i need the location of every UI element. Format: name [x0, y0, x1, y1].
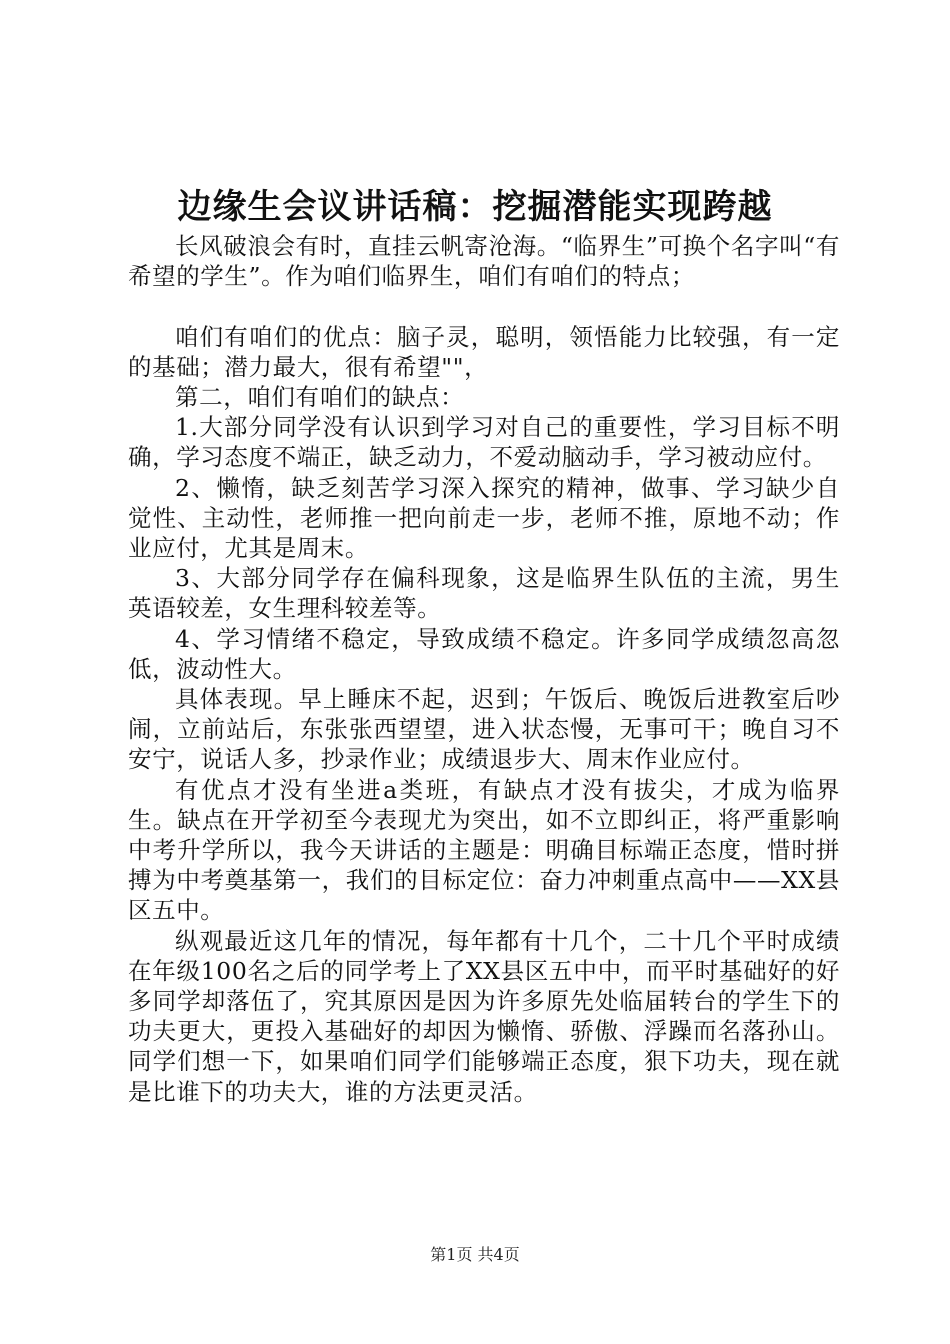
paragraph-weakness-4: 4、学习情绪不稳定，导致成绩不稳定。许多同学成绩忽高忽低，波动性大。 — [128, 624, 840, 683]
page-number: 第1页 共4页 — [430, 1245, 520, 1264]
paragraph-behaviors: 具体表现。早上睡床不起，迟到；午饭后、晚饭后进教室后吵闹，立前站后，东张张西望望，进入状态慢，无事可干；晚自习不安宁，说话人多，抄录作业；成绩退步大、周末作业应付。 — [128, 685, 840, 774]
paragraph-weaknesses-heading: 第二，咱们有咱们的缺点： — [175, 383, 465, 411]
paragraph-strengths: 咱们有咱们的优点：脑子灵，聪明，领悟能力比较强，有一定的基础；潜力最大，很有希望""， — [128, 322, 840, 381]
document-body — [128, 231, 840, 1107]
paragraph-weakness-1: 1.大部分同学没有认识到学习对自己的重要性，学习目标不明确，学习态度不端正，缺乏动力，不爱动脑动手，学习被动应付。 — [128, 413, 840, 472]
paragraph-intro: 长风破浪会有时，直挂云帆寄沧海。“临界生”可换个名字叫“有希望的学生”。作为咱们临界生，咱们有咱们的特点； — [128, 232, 840, 291]
paragraph-weakness-2: 2、懒惰，缺乏刻苦学习深入探究的精神，做事、学习缺少自觉性、主动性，老师推一把向前走一步，老师不推，原地不动；作业应付，尤其是周末。 — [128, 473, 840, 563]
paragraph-weakness-3: 3、大部分同学存在偏科现象，这是临界生队伍的主流，男生英语较差，女生理科较差等。 — [128, 564, 840, 623]
paragraph-theme: 有优点才没有坐进a类班，有缺点才没有拔尖，才成为临界生。缺点在开学初至今表现尤为突出，如不立即纠正，将严重影响中考升学所以，我今天讲话的主题是：明确目标端正态度，惜时拼搏为中考奠基第一，我们的目标定位：奋力冲刺重点高中——XX县区五中。 — [128, 775, 840, 925]
paragraph-review: 纵观最近这几年的情况，每年都有十几个，二十几个平时成绩在年级100名之后的同学考上了XX县区五中中，而平时基础好的好多同学却落伍了，究其原因是因为许多原先处临届转台的学生下的功夫更大，更投入基础好的却因为懒惰、骄傲、浮躁而名落孙山。同学们想一下，如果咱们同学们能够端正态度，狠下功夫，现在就是比谁下的功夫大，谁的方法更灵活。 — [128, 926, 840, 1106]
document-title: 边缘生会议讲话稿：挖掘潜能实现跨越 — [177, 187, 773, 227]
paragraph-spacer — [128, 291, 840, 321]
